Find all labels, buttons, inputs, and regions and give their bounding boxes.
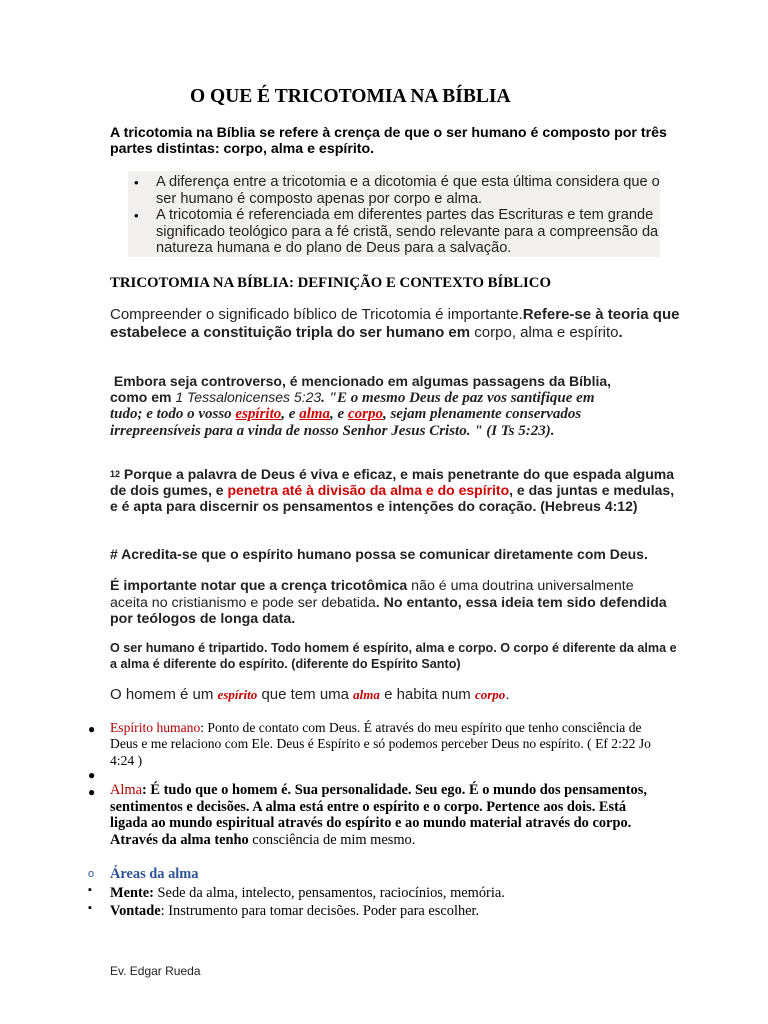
word-corpo: corpo [347, 406, 383, 422]
word-alma: alma [353, 687, 380, 702]
scripture-quote-end: , sejam plenamente conservados irrepreensíveis para a vinda de nosso Senhor Jesus Cristo. " (I Ts 5:23). [110, 406, 582, 439]
mente-label: Mente: [110, 885, 154, 901]
note-bold-end: . No entanto, essa ideia tem sido defendida por teólogos de longa data. [110, 594, 667, 627]
word-alma: alma [299, 406, 331, 422]
bullet-dot: ● [88, 785, 96, 799]
scripture-reference: 1 Tessalonicenses 5:23 [175, 388, 322, 405]
shaded-bullet-item: A diferença entre a tricotomia e a dicotomia é que esta última considera que o ser humano é composto apenas por corpo e alma. [156, 174, 660, 207]
circle-bullet: o [88, 868, 95, 880]
alma-label: Alma [110, 782, 142, 798]
espirito-text: : Ponto de contato com Deus. É através do meu espírito que tenho consciência de Deus e me relaciono com Ele. Deus é Espírito e só podemos perceber Deus no espírito. ( Ef 2:22 Jo 4:24 ) [110, 720, 651, 768]
note-bold: É importante notar que a crença tricotômica [110, 578, 408, 594]
bullet-dot: • [134, 175, 139, 190]
summary-text: e habita num [379, 686, 475, 703]
definition-bold: Refere-se à teoria que estabelece a constituição tripla do ser humano em [110, 306, 680, 341]
hebrews-highlight: penetra até à divisão da alma e do espírito [227, 482, 510, 498]
intro-paragraph: A tricotomia na Bíblia se refere à crença de que o ser humano é composto por três partes distintas: corpo, alma e espírito. [110, 125, 667, 157]
list-item-espirito [110, 720, 665, 769]
verse-number: 12 [110, 469, 121, 479]
bullet-dot: ● [88, 768, 96, 782]
word-corpo: corpo [474, 687, 506, 702]
scripture-intro: Embora seja controverso, é mencionado em algumas passagens da Bíblia, como em [110, 373, 612, 405]
page-title: O QUE É TRICOTOMIA NA BÍBLIA [190, 86, 511, 107]
definition-period: . [618, 324, 623, 341]
square-bullet: ▪ [88, 884, 92, 896]
summary-text: . [505, 686, 510, 703]
summary-text: O homem é um [110, 686, 218, 703]
quote-sep: , e [330, 406, 348, 422]
note-text: não é uma doutrina universalmente aceita no cristianismo e pode ser debatida [110, 578, 634, 611]
word-espirito: espírito [235, 406, 282, 422]
scripture-paragraph [110, 374, 630, 439]
vontade-label: Vontade [110, 903, 161, 919]
summary-sentence [110, 686, 509, 703]
summary-text: que tem uma [257, 686, 354, 703]
vontade-text: : Instrumento para tomar decisões. Poder para escolher. [160, 903, 480, 919]
hebrews-paragraph [110, 466, 680, 514]
hebrews-text: Porque a palavra de Deus é viva e eficaz, e mais penetrante do que espada alguma de dois gumes, e [110, 466, 675, 498]
definition-text: Compreender o significado bíblico de Tricotomia é importante. [110, 306, 523, 323]
list-item-vontade [110, 903, 665, 919]
tripartite-paragraph: O ser humano é tripartido. Todo homem é espírito, alma e corpo. O corpo é diferente da alma e a alma é diferente do espírito. (diferente do Espírito Santo) [110, 641, 677, 671]
bullet-dot: ● [88, 722, 96, 736]
hebrews-text-end: , e das juntas e medulas, e é apta para discernir os pensamentos e intenções do coração. (Hebreus 4:12) [110, 482, 675, 514]
espirito-label: Espírito humano [110, 720, 201, 735]
communication-paragraph: # Acredita-se que o espírito humano possa se comunicar diretamente com Deus. [110, 546, 648, 562]
definition-paragraph [110, 306, 685, 342]
list-item-mente [110, 885, 665, 901]
mente-text: Sede da alma, intelecto, pensamentos, raciocínios, memória. [153, 885, 505, 901]
note-paragraph [110, 578, 670, 628]
bullet-dot: • [134, 208, 139, 223]
square-bullet: ▪ [88, 902, 92, 914]
definition-terms: corpo, alma e espírito [470, 324, 619, 341]
alma-text: : É tudo que o homem é. Sua personalidade. Seu ego. É o mundo dos pensamentos, sentimentos e decisões. A alma está entre o espírito e o corpo. Pertence aos dois. Está ligada ao mundo espiritual através do espírito e ao mundo material através do corpo. Através da alma tenho [110, 782, 647, 848]
alma-tail: consciência de mim mesmo. [248, 831, 416, 848]
word-espirito: espírito [217, 687, 258, 702]
scripture-quote: . "E o mesmo Deus de paz vos santifique em tudo; e todo o vosso [110, 389, 595, 422]
quote-sep: , e [281, 406, 300, 422]
list-item-alma [110, 782, 665, 848]
footer-author: Ev. Edgar Rueda [110, 964, 201, 978]
shaded-bullet-item: A tricotomia é referenciada em diferentes partes das Escrituras e tem grande significado teológico para a fé cristã, sendo relevante para a compreensão da natureza humana e do plano de Deus para a salvação. [156, 207, 659, 256]
section-heading: TRICOTOMIA NA BÍBLIA: DEFINIÇÃO E CONTEXTO BÍBLICO [110, 275, 551, 291]
areas-heading: Áreas da alma [110, 866, 199, 882]
